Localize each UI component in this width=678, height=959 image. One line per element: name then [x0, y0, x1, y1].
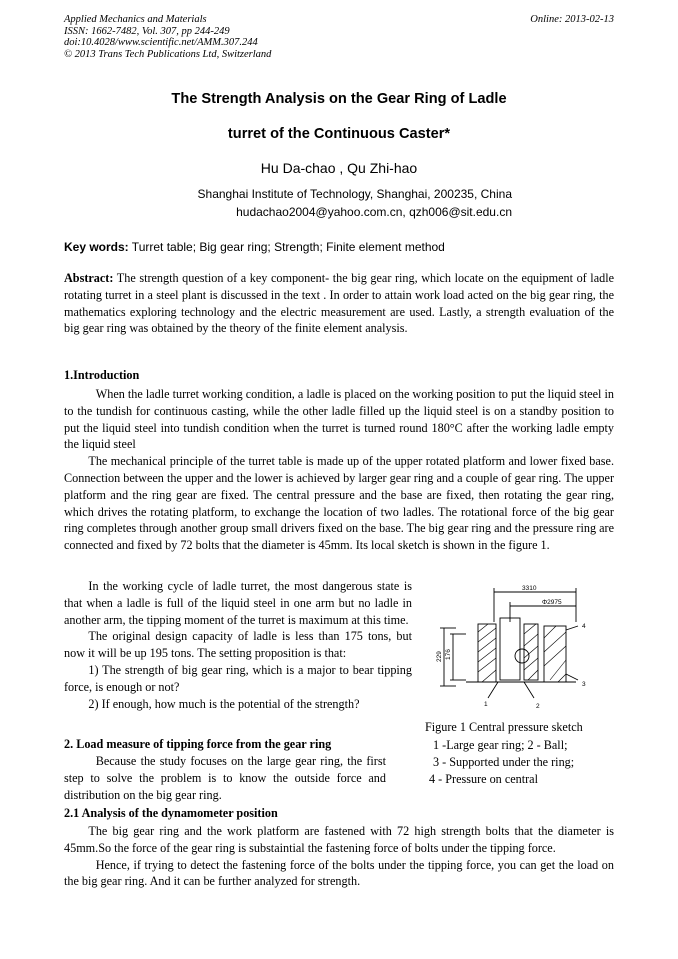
section-2-1-paragraph-2: Hence, if trying to detect the fastening force of the bolts under the tipping force, you can get the load on the big gear ring. And it can be further analyzed for strength.: [64, 857, 614, 889]
title-line-2: turret of the Continuous Caster*: [227, 126, 451, 142]
abstract-label: Abstract:: [64, 271, 114, 285]
section-2-heading: 2. Load measure of tipping force from the gear ring: [64, 737, 332, 751]
dim-229: 229: [436, 651, 443, 662]
doi: doi:10.4028/www.scientific.net/AMM.307.244: [64, 37, 258, 48]
section-2-1-heading: 2.1 Analysis of the dynamometer position: [64, 806, 278, 820]
copyright: © 2013 Trans Tech Publications Ltd, Switzerland: [64, 48, 272, 60]
section-2-text: Because the study focuses on the large gear ring, the first step to solve the problem is to know the outside force and distribution on the big gear ring.: [64, 754, 386, 802]
section-2-paragraph: [64, 753, 386, 803]
journal-header: [64, 14, 271, 60]
figure-label-1: 1: [484, 701, 488, 708]
figure-label-3: 3: [582, 681, 586, 688]
dim-3310: 3310: [522, 585, 537, 592]
online-date: Online: 2013-02-13: [530, 14, 614, 25]
dim-176: 176: [445, 649, 452, 660]
keywords: [64, 240, 614, 254]
figure-label-4: 4: [582, 623, 586, 630]
question-2: 2) If enough, how much is the potential of the strength?: [88, 696, 360, 711]
figure-1-sketch: [426, 582, 606, 710]
affiliation: Shanghai Institute of Technology, Shanghai, 200235, China: [197, 187, 512, 201]
figure-legend-1: 1 -Large gear ring; 2 - Ball;: [433, 738, 568, 752]
section-2-1-body: [64, 823, 614, 890]
figure-label-2: 2: [536, 703, 540, 710]
intro-paragraph-2: The mechanical principle of the turret table is made up of the upper rotated platform and lower fixed base. Connection between the upper and the lower is achieved by larger gear ring and a couple of gear ring. The upper platform and the ring gear are fixed. The central pressure and the base are fixed, then rotating the gear ring, which drives the rotating platform, to exchange the location of two ladles. The rotational force of the big gear ring completes through another group small drivers fixed on the base. The big gear ring and the pressure ring are connected and fixed by 72 bolts that the diameter is 45mm. Its local sketch is shown in the figure 1.: [64, 454, 614, 553]
section-2-1-paragraph-1: The big gear ring and the work platform are fastened with 72 high strength bolts that the diameter is 45mm.So the force of the gear ring is substaintial the fastening force of bolts under the tipping force.: [64, 824, 614, 855]
intro-paragraph-3: In the working cycle of ladle turret, the most dangerous state is that when a ladle is full of the liquid steel in one arm but no ladle in another arm, the tipping moment of the turret is maximum at this time.: [64, 579, 412, 627]
section-1-full-width: [64, 386, 614, 554]
dim-diameter: Φ2975: [542, 599, 562, 606]
keywords-text: Turret table; Big gear ring; Strength; Finite element method: [128, 240, 445, 254]
intro-paragraph-4: The original design capacity of ladle is less than 175 tons, but now it will be up 195 tons. The setting proposition is that:: [64, 629, 412, 661]
title-line-1: The Strength Analysis on the Gear Ring of Ladle: [171, 91, 507, 107]
section-1-left-column: [64, 578, 412, 712]
section-1-heading: 1.Introduction: [64, 368, 140, 382]
journal-name: Applied Mechanics and Materials: [64, 14, 207, 25]
abstract-text: The strength question of a key component- the big gear ring, which locate on the equipment of ladle rotating turret in a steel plant is discussed in the text . In order to attain work load acted on the big gear ring, the mathematics exploring technology and the electric measurement are used. Lastly, a strength evaluation of the big gear ring was obtained by the theory of the finite element analysis.: [64, 271, 614, 336]
authors: Hu Da-chao , Qu Zhi-hao: [260, 160, 418, 176]
issn: ISSN: 1662-7482, Vol. 307, pp 244-249: [64, 25, 230, 37]
intro-paragraph-1: When the ladle turret working condition, a ladle is placed on the working position to put the liquid steel in to the tundish for continuous casting, while the other ladle filled up the liquid steel is on a standby position to put the liquid steel into tundish condition when the turret is turned round 180°C after the working ladle empty the liquid steel: [64, 387, 614, 452]
keywords-label: Key words:: [64, 240, 129, 254]
abstract: [64, 270, 614, 337]
figure-legend-3: 4 - Pressure on central: [429, 772, 538, 786]
question-1: 1) The strength of big gear ring, which is a major to bear tipping force, is enough or not?: [64, 662, 412, 694]
emails: hudachao2004@yahoo.com.cn, qzh006@sit.edu.cn: [236, 205, 512, 219]
figure-caption: Figure 1 Central pressure sketch: [425, 720, 583, 734]
figure-legend-2: 3 - Supported under the ring;: [433, 755, 575, 769]
